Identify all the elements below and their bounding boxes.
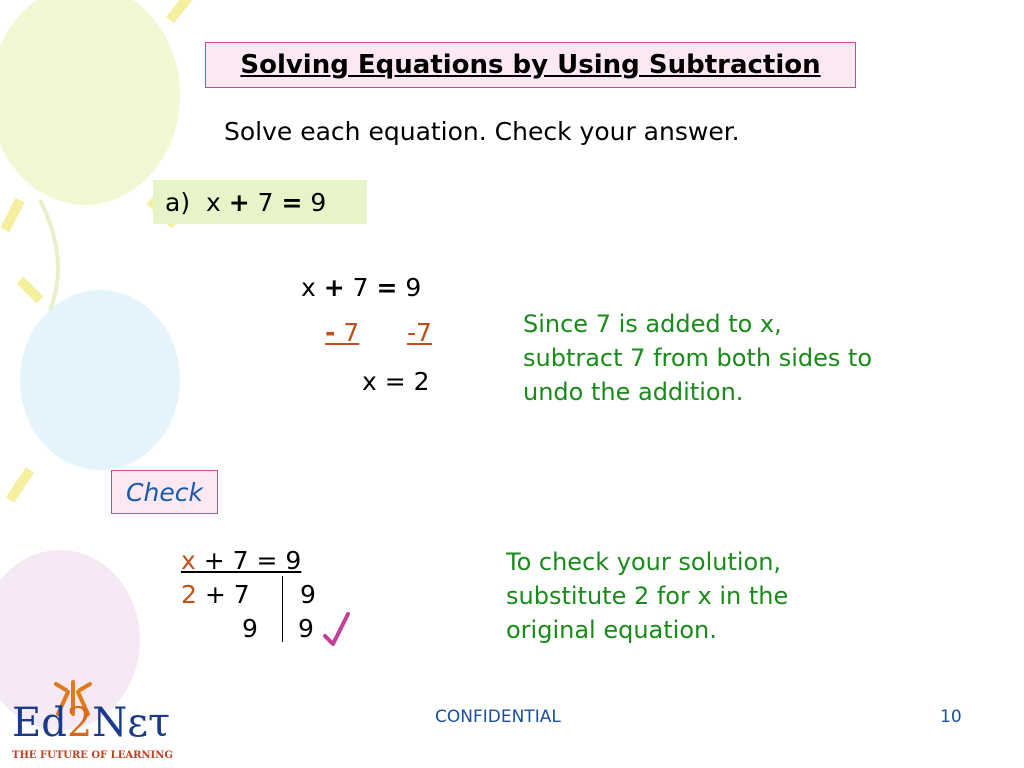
problem-plus: +	[228, 187, 250, 217]
logo-wordmark	[12, 700, 170, 746]
subtract-minus: -	[325, 318, 336, 347]
check-plus-seven: + 7	[196, 580, 250, 609]
slide-title: Solving Equations by Using Subtraction	[240, 50, 821, 80]
explanation-line-2: subtract 7 from both sides to	[523, 344, 873, 372]
balloon-decoration	[0, 0, 330, 768]
solution-result: x = 2	[362, 367, 430, 396]
problem-nine: 9	[310, 187, 327, 217]
solution-line-1	[301, 273, 421, 302]
problem-x: x	[205, 187, 221, 217]
check-label-box	[111, 470, 218, 514]
footer-confidential: CONFIDENTIAL	[435, 707, 561, 727]
sol-equals: =	[376, 273, 398, 302]
page-number: 10	[940, 707, 962, 727]
subtract-right	[407, 318, 432, 347]
check-explanation-line-2: substitute 2 for x in the	[506, 582, 789, 610]
subtract-left	[325, 318, 359, 347]
sol-nine: 9	[405, 273, 422, 302]
check-row-3-left: 9	[242, 614, 258, 643]
check-explanation	[506, 545, 788, 647]
checkmark-icon	[322, 610, 352, 650]
check-row-3-right: 9	[298, 614, 314, 643]
check-explanation-line-1: To check your solution,	[506, 548, 782, 576]
check-divider	[282, 576, 283, 642]
logo-net: Nετ	[92, 700, 171, 746]
logo-tagline: THE FUTURE OF LEARNING	[12, 750, 173, 761]
sol-seven: 7	[352, 273, 369, 302]
problem-label: a)	[165, 187, 191, 217]
problem-seven: 7	[257, 187, 274, 217]
problem-box	[153, 180, 367, 224]
explanation-line-3: undo the addition.	[523, 378, 744, 406]
explanation-line-1: Since 7 is added to x,	[523, 310, 782, 338]
check-row-1	[181, 546, 301, 575]
check-label: Check	[126, 477, 203, 507]
logo-two: 2	[66, 700, 93, 746]
explanation	[523, 307, 872, 409]
problem-equals: =	[281, 187, 303, 217]
subtract-seven: 7	[343, 318, 360, 347]
check-x: x	[181, 546, 196, 575]
instruction-text: Solve each equation. Check your answer.	[224, 117, 740, 146]
check-row-2-right: 9	[300, 580, 316, 609]
logo-ed: Ed	[12, 700, 67, 746]
subtract-neg-seven: -7	[407, 318, 432, 347]
check-equation: + 7 = 9	[195, 546, 302, 575]
title-box	[205, 42, 856, 88]
check-explanation-line-3: original equation.	[506, 616, 717, 644]
sol-plus: +	[323, 273, 345, 302]
sol-x: x	[301, 273, 316, 302]
check-row-2-left	[181, 580, 250, 609]
check-two: 2	[181, 580, 197, 609]
